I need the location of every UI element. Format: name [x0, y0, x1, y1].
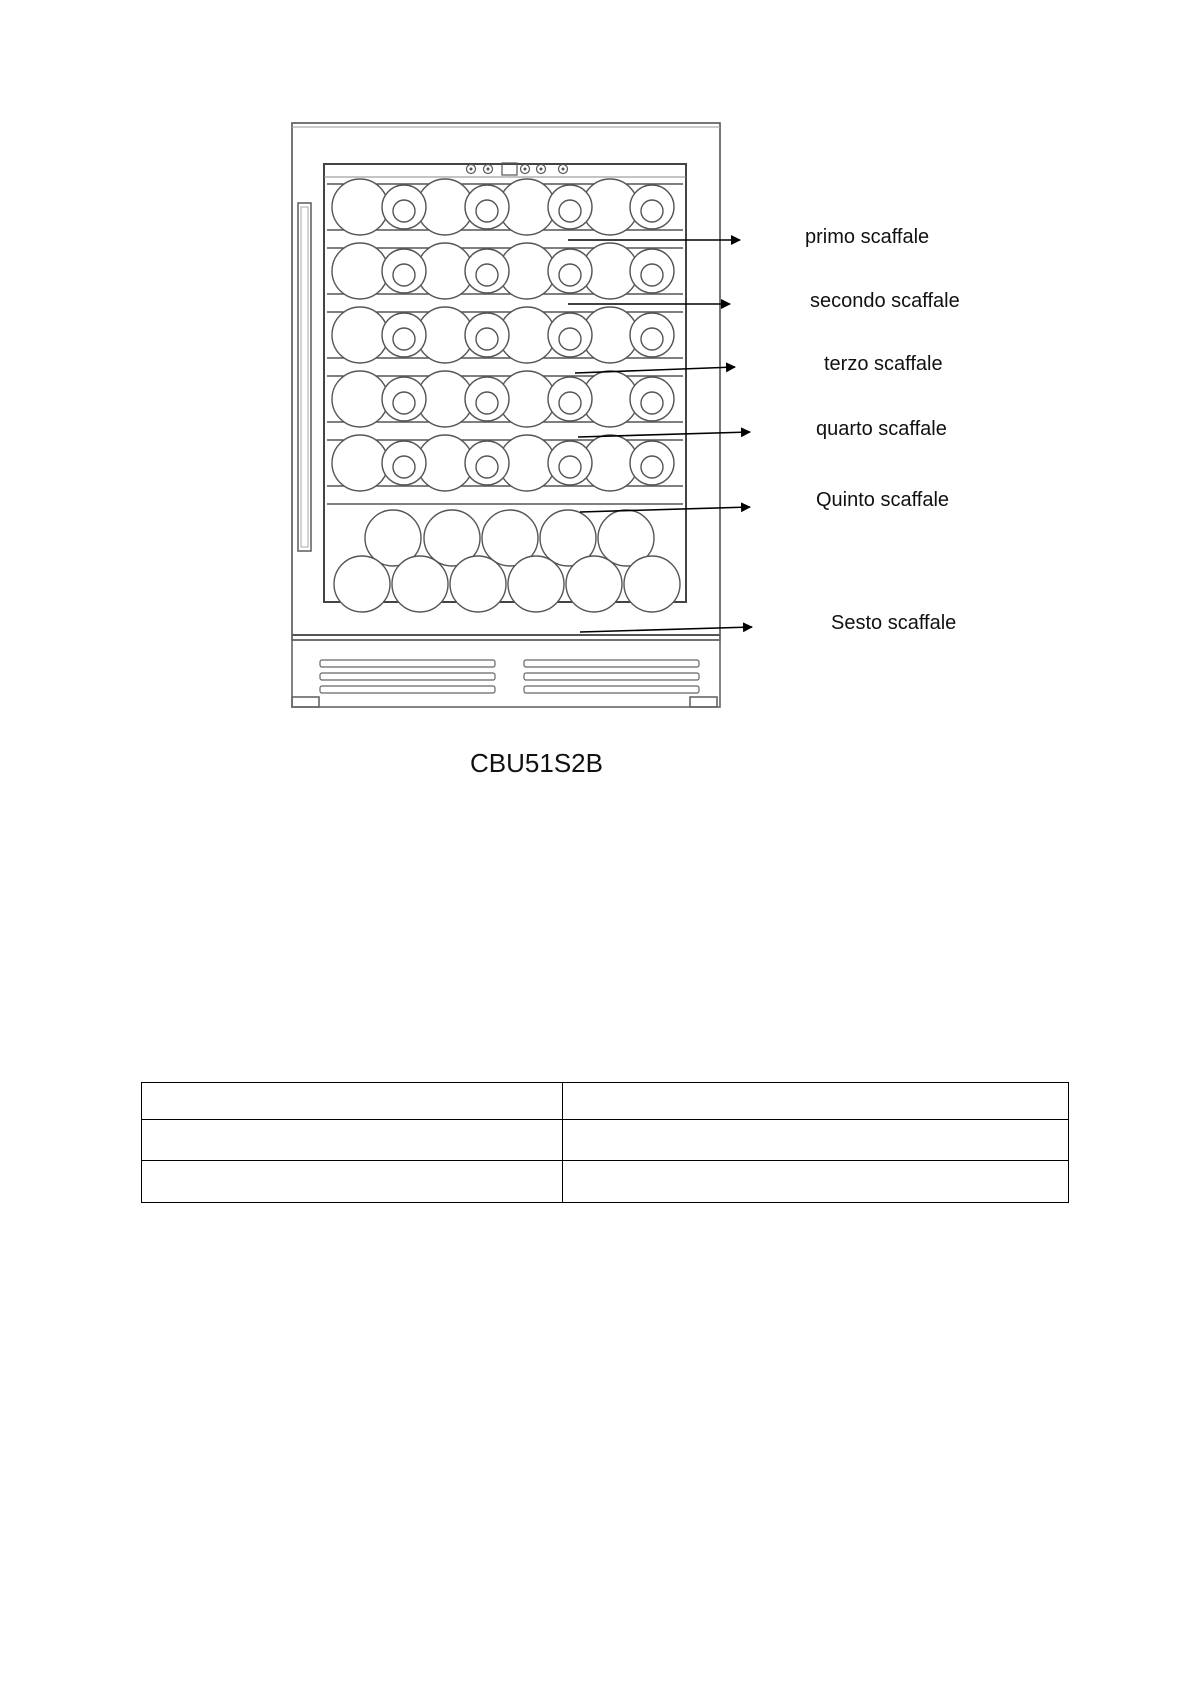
bottle-neck: [641, 328, 663, 350]
bottle-large: [566, 556, 622, 612]
bottle-large: [392, 556, 448, 612]
bottle-neck: [476, 264, 498, 286]
left-foot: [292, 697, 319, 707]
bottle-neck: [393, 392, 415, 414]
bottle-neck: [393, 264, 415, 286]
bottle-neck: [393, 200, 415, 222]
vent-slot: [320, 673, 495, 680]
bottle-neck: [476, 328, 498, 350]
bottle-neck: [476, 200, 498, 222]
table-cell: [563, 1120, 1069, 1161]
vent-slot: [524, 660, 699, 667]
shelf-label-5: Quinto scaffale: [816, 489, 950, 511]
table-cell: [142, 1083, 563, 1120]
bottle-neck: [641, 456, 663, 478]
right-foot: [690, 697, 717, 707]
model-label: CBU51S2B: [470, 748, 603, 778]
spec-table: [141, 1082, 1069, 1203]
vent-slot: [524, 673, 699, 680]
bottle-neck: [641, 200, 663, 222]
bottle-neck: [393, 328, 415, 350]
bottle-neck: [559, 264, 581, 286]
table-row: [142, 1083, 1069, 1120]
bottle-large: [332, 179, 388, 235]
shelf-label-2: secondo scaffale: [810, 290, 960, 312]
shelf-label-6: Sesto scaffale: [831, 612, 957, 634]
bottle-large: [508, 556, 564, 612]
vent-slot: [320, 686, 495, 693]
table-row: [142, 1120, 1069, 1161]
bottle-neck: [559, 328, 581, 350]
table-row: [142, 1161, 1069, 1203]
bottle-neck: [641, 264, 663, 286]
leader-arrow-6: [580, 627, 752, 632]
bottle-large: [334, 556, 390, 612]
bottle-neck: [559, 200, 581, 222]
bottle-large: [624, 556, 680, 612]
bottle-large: [332, 307, 388, 363]
door-handle: [298, 203, 311, 551]
bottle-neck: [393, 456, 415, 478]
ventilation-grille: [320, 660, 699, 693]
bottle-neck: [641, 392, 663, 414]
bottle-large: [332, 371, 388, 427]
vent-slot: [320, 660, 495, 667]
table-cell: [563, 1161, 1069, 1203]
vent-slot: [524, 686, 699, 693]
table-cell: [142, 1161, 563, 1203]
leader-arrow-3: [575, 367, 735, 373]
leader-arrow-4: [578, 432, 750, 437]
bottle-neck: [476, 456, 498, 478]
bottle-neck: [559, 392, 581, 414]
table-cell: [563, 1083, 1069, 1120]
bottle-large: [332, 243, 388, 299]
bottle-large: [332, 435, 388, 491]
shelf-label-3: terzo scaffale: [824, 353, 943, 375]
bottle-large: [450, 556, 506, 612]
leader-arrow-5: [580, 507, 750, 512]
bottle-neck: [559, 456, 581, 478]
shelf-label-4: quarto scaffale: [816, 418, 947, 440]
wine-cooler-diagram: [0, 0, 1191, 820]
bottle-neck: [476, 392, 498, 414]
table-cell: [142, 1120, 563, 1161]
shelf-label-1: primo scaffale: [805, 226, 930, 248]
